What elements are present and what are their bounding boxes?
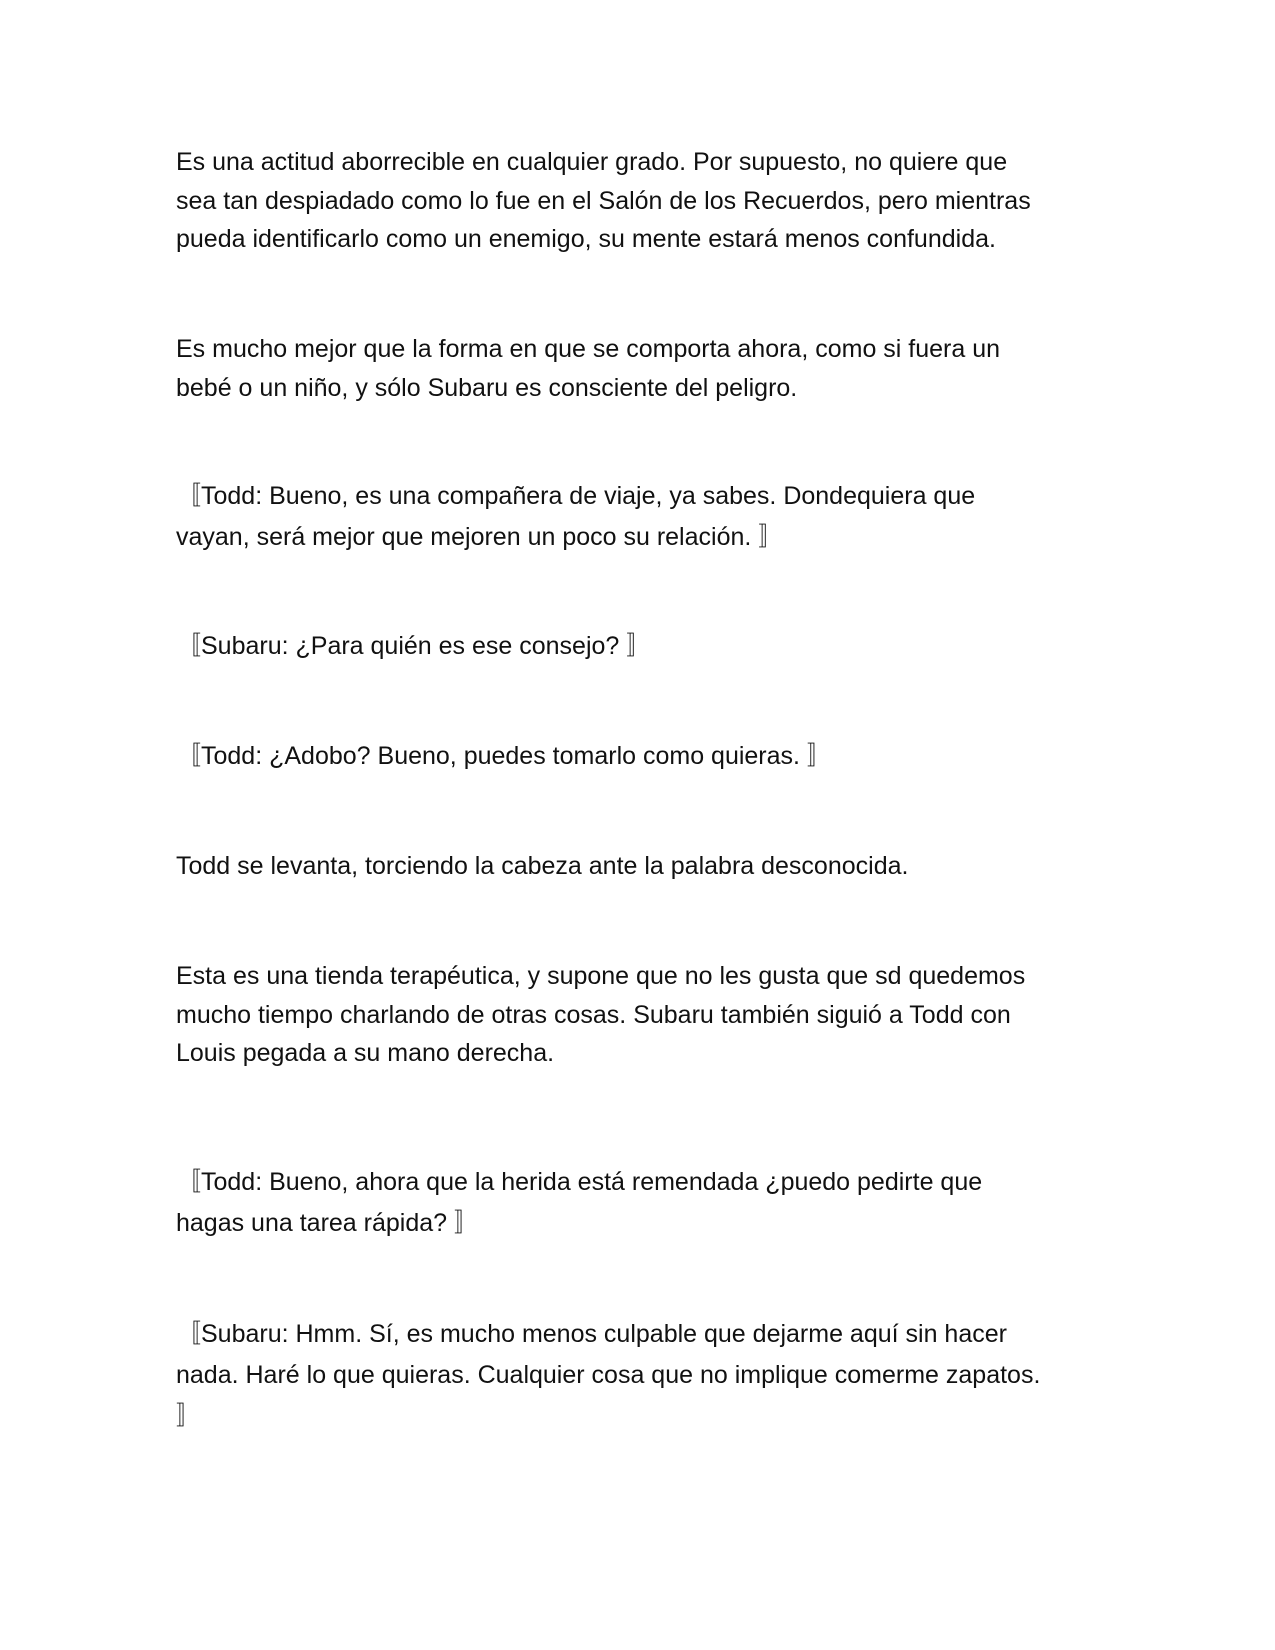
dialogue-todd-1: 〚Todd: Bueno, es una compañera de viaje, ya sabes. Dondequiera que vayan, será mejor que mejoren un poco su relación. 〛 <box>176 482 976 551</box>
dialogue-todd-3: 〚Todd: Bueno, ahora que la herida está remendada ¿puedo pedirte que hagas una tarea rápida? 〛 <box>176 1168 983 1237</box>
dialogue-todd-2: 〚Todd: ¿Adobo? Bueno, puedes tomarlo como quieras. 〛 <box>176 742 832 770</box>
paragraph-3: Todd se levanta, torciendo la cabeza ante la palabra desconocida. <box>176 852 909 880</box>
dialogue-subaru-2: 〚Subaru: Hmm. Sí, es mucho menos culpable que dejarme aquí sin hacer nada. Haré lo que quieras. Cualquier cosa que no implique comerme zapatos. 〛 <box>176 1320 1041 1430</box>
paragraph-4: Esta es una tienda terapéutica, y supone que no les gusta que sd quedemos mucho tiempo charlando de otras cosas. Subaru también siguió a Todd con Louis pegada a su mano derecha. <box>176 962 1026 1067</box>
paragraph-2: Es mucho mejor que la forma en que se comporta ahora, como si fuera un bebé o un niño, y sólo Subaru es consciente del peligro. <box>176 335 1001 402</box>
paragraph-1: Es una actitud aborrecible en cualquier grado. Por supuesto, no quiere que sea tan despiadado como lo fue en el Salón de los Recuerdos, pero mientras pueda identificarlo como un enemigo, su mente estará menos confundida. <box>176 148 1031 253</box>
dialogue-subaru-1: 〚Subaru: ¿Para quién es ese consejo? 〛 <box>176 632 652 660</box>
